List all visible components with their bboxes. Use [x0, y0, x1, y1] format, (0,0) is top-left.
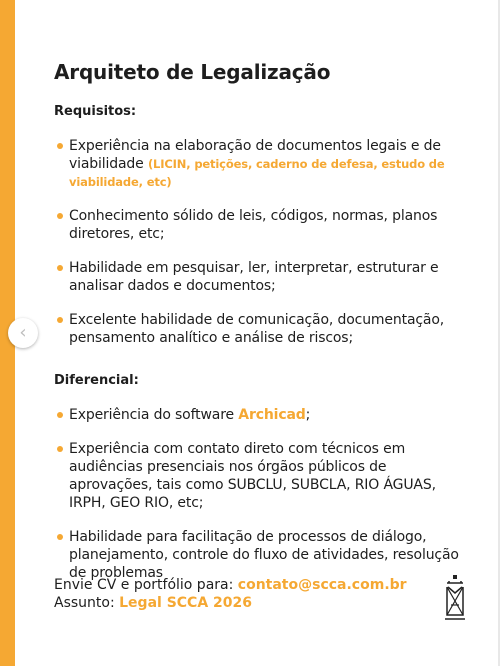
item-text: Experiência com contato direto com técnicos em audiências presenciais nos órgãos públicos de aprovações, tais como SUBCLU, SUBCLA, RIO ÁGUAS, IRPH, GEO RIO, etc; — [69, 441, 436, 511]
contact-info — [54, 576, 407, 612]
item-highlight: (LICIN, petições, caderno de defesa, estudo de viabilidade, etc) — [69, 157, 445, 189]
diferencial-heading: Diferencial: — [54, 373, 139, 388]
list-item — [54, 259, 464, 295]
scca-logo-icon — [443, 575, 467, 621]
bullet-icon — [57, 143, 63, 149]
list-item — [54, 528, 464, 582]
email-link[interactable]: contato@scca.com.br — [237, 577, 407, 593]
cv-line — [54, 576, 407, 594]
bullet-icon — [57, 213, 63, 219]
item-text: Habilidade em pesquisar, ler, interpretar, estruturar e analisar dados e documentos; — [69, 260, 439, 294]
diferencial-list — [54, 406, 464, 582]
item-highlight: Archicad — [238, 407, 306, 423]
subject-label: Assunto: — [54, 595, 120, 611]
bullet-icon — [57, 265, 63, 271]
subject-value: Legal SCCA 2026 — [119, 595, 253, 611]
item-text: Excelente habilidade de comunicação, documentação, pensamento analítico e análise de riscos; — [69, 312, 445, 346]
subject-line — [54, 594, 407, 612]
item-text: Experiência na elaboração de documentos legais e de viabilidade — [69, 138, 441, 172]
requisitos-heading: Requisitos: — [54, 104, 137, 119]
list-item — [54, 406, 464, 424]
item-text-end: ; — [305, 407, 311, 423]
job-post — [54, 60, 464, 598]
list-item — [54, 207, 464, 243]
list-item — [54, 137, 464, 191]
section-spacer — [54, 363, 464, 373]
requisitos-list — [54, 137, 464, 347]
bullet-icon — [57, 317, 63, 323]
list-item — [54, 440, 464, 512]
bullet-icon — [57, 446, 63, 452]
page-title: Arquiteto de Legalização — [54, 60, 331, 84]
bullet-icon — [57, 534, 63, 540]
item-text: Experiência do software — [69, 407, 239, 423]
cv-label: Envie CV e portfólio para: — [54, 577, 238, 593]
item-text: Habilidade para facilitação de processos de diálogo, planejamento, controle do fluxo de atividades, resolução de problemas — [69, 529, 459, 581]
bullet-icon — [57, 412, 63, 418]
item-text: Conhecimento sólido de leis, códigos, normas, planos diretores, etc; — [69, 208, 438, 242]
chevron-left-icon[interactable]: ‹ — [8, 318, 38, 348]
list-item — [54, 311, 464, 347]
